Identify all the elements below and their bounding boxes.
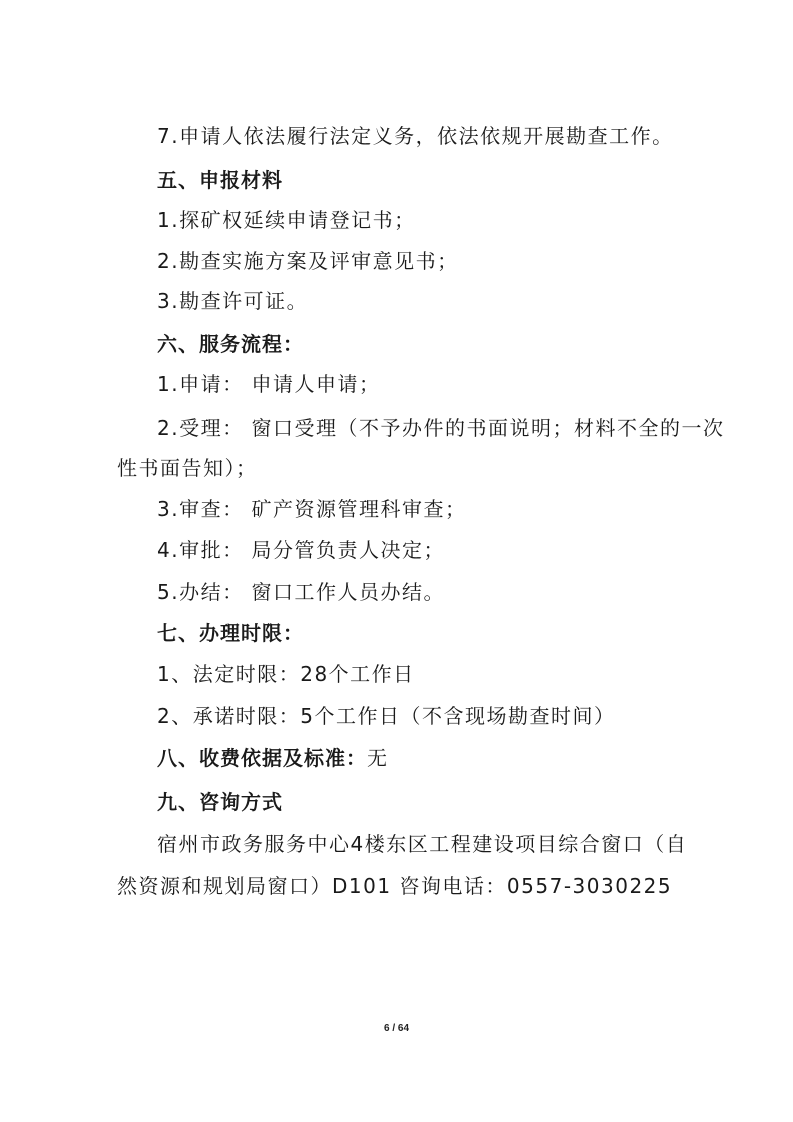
section-heading-time-limit: 七、办理时限： [157,621,304,645]
section-heading-consultation: 九、咨询方式 [157,790,283,814]
process-step-3: 3.审查： 矿产资源管理科审查； [157,497,467,521]
process-step-2-continued: 性书面告知）； [117,456,258,480]
section-heading-process: 六、服务流程： [157,332,304,356]
requirement-item-7: 7.申请人依法履行法定义务，依法依规开展勘查工作。 [157,124,674,148]
time-limit-legal: 1、法定时限：28个工作日 [157,662,415,686]
process-step-1: 1.申请： 申请人申请； [157,372,381,396]
process-step-2: 2.受理： 窗口受理（不予办件的书面说明；材料不全的一次 [157,416,725,440]
consultation-line-2: 然资源和规划局窗口）D101 咨询电话：0557-3030225 [117,874,673,898]
section-heading-fees [0,744,793,772]
consultation-line-1: 宿州市政务服务中心4楼东区工程建设项目综合窗口（自 [157,832,688,856]
fees-heading-label: 八、收费依据及标准： [157,746,367,770]
page-number: 6 / 64 [383,1023,410,1034]
process-step-4: 4.审批： 局分管负责人决定； [157,538,445,562]
time-limit-promised: 2、承诺时限：5个工作日（不含现场勘查时间） [157,704,616,728]
process-step-5: 5.办结： 窗口工作人员办结。 [157,580,445,604]
material-item-2: 2.勘查实施方案及评审意见书； [157,249,459,273]
material-item-1: 1.探矿权延续申请登记书； [157,208,416,232]
section-heading-materials: 五、申报材料 [157,168,283,192]
material-item-3: 3.勘查许可证。 [157,289,309,313]
fees-value: 无 [367,746,388,770]
